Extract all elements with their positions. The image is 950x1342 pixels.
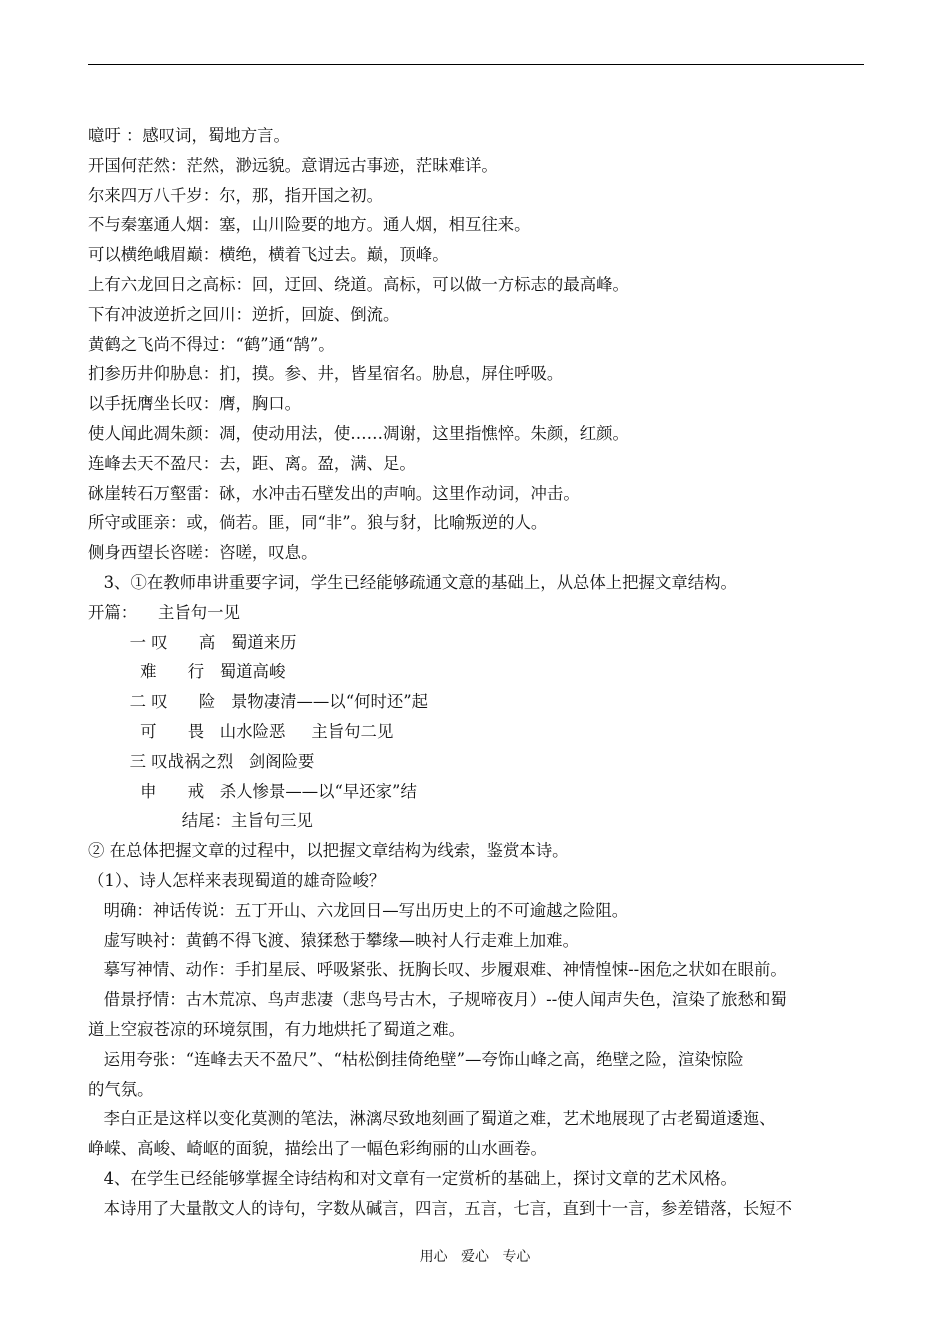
- text-line: 申 戒 杀人惨景——以“早还家”结: [88, 781, 417, 801]
- document-body: [88, 121, 864, 1223]
- text-line: 摹写神情、动作：手扪星辰、呼吸紧张、抚胸长叹、步履艰难、神情惶悚--困危之状如在眼前。: [88, 960, 787, 980]
- text-line: 所守或匪亲：或，倘若。匪，同“非”。狼与豺，比喻叛逆的人。: [88, 513, 548, 533]
- page-footer: 用心 爱心 专心: [419, 1249, 531, 1265]
- text-line: 本诗用了大量散文人的诗句，字数从碱言，四言，五言，七言，直到十一言，参差错落，长短不: [88, 1198, 793, 1218]
- text-line: 峥嵘、高峻、崎岖的面貌，描绘出了一幅色彩绚丽的山水画卷。: [88, 1139, 547, 1159]
- text-line: 侧身西望长咨嗟：咨嗟，叹息。: [88, 543, 318, 563]
- text-line: 明确：神话传说：五丁开山、六龙回日—写出历史上的不可逾越之险阻。: [88, 900, 629, 920]
- text-line: 二 叹 险 景物凄清——以“何时还”起: [88, 692, 429, 712]
- text-line: ② 在总体把握文章的过程中，以把握文章结构为线索，鉴赏本诗。: [88, 841, 569, 861]
- text-line: 尔来四万八千岁：尔，那，指开国之初。: [88, 185, 384, 205]
- text-line: 的气氛。: [88, 1079, 154, 1099]
- text-line: 可以横绝峨眉巅：横绝，横着飞过去。巅，顶峰。: [88, 245, 449, 265]
- text-line: 黄鹤之飞尚不得过：“鹤”通“鹄”。: [88, 334, 335, 354]
- text-line: 噫吁 ：感叹词，蜀地方言。: [88, 126, 290, 145]
- text-line: 可 畏 山水险恶 主旨句二见: [88, 721, 394, 741]
- text-line: 开国何茫然：茫然，渺远貌。意谓远古事迹，茫昧难详。: [88, 155, 498, 175]
- text-line: 虚写映衬：黄鹤不得飞渡、猿猱愁于攀缘—映衬人行走难上加难。: [88, 930, 579, 950]
- text-line: 连峰去天不盈尺：去，距、离。盈，满、足。: [88, 453, 416, 473]
- text-line: 使人闻此凋朱颜：凋，使动用法，使……凋谢，这里指憔悴。朱颜，红颜。: [88, 423, 629, 443]
- text-line: 下有冲波逆折之回川：逆折，回旋、倒流。: [88, 304, 400, 324]
- text-line: 扪参历井仰胁息：扪，摸。参、井，皆星宿名。胁息，屏住呼吸。: [88, 364, 564, 384]
- text-line: 以手抚膺坐长叹：膺，胸口。: [88, 394, 302, 414]
- text-line: 三 叹战祸之烈 剑阁险要: [88, 751, 315, 771]
- text-line: 难 行 蜀道高峻: [88, 662, 286, 682]
- text-line: 开篇： 主旨句一见: [88, 602, 240, 622]
- header-rule: [88, 64, 864, 65]
- text-line: 3、①在教师串讲重要字词，学生已经能够疏通文意的基础上，从总体上把握文章结构。: [88, 572, 737, 592]
- text-line: 砯崖转石万壑雷：砯，水冲击石壁发出的声响。这里作动词，冲击。: [88, 483, 580, 503]
- text-line: 李白正是这样以变化莫测的笔法，淋漓尽致地刻画了蜀道之难，艺术地展现了古老蜀道逶迤、: [88, 1109, 776, 1129]
- text-line: 借景抒情：古木荒凉、鸟声悲凄（悲鸟号古木，子规啼夜月）--使人闻声失色，渲染了旅愁和蜀: [88, 990, 787, 1010]
- text-line: 4、在学生已经能够掌握全诗结构和对文章有一定赏析的基础上，探讨文章的艺术风格。: [88, 1168, 737, 1188]
- text-line: 道上空寂苍凉的环境氛围，有力地烘托了蜀道之难。: [88, 1019, 465, 1039]
- text-line: 一 叹 高 蜀道来历: [88, 632, 297, 652]
- text-line: 不与秦塞通人烟：塞，山川险要的地方。通人烟，相互往来。: [88, 215, 531, 235]
- text-line: 上有六龙回日之高标：回，迂回、绕道。高标，可以做一方标志的最高峰。: [88, 274, 629, 294]
- text-line: （1）、诗人怎样来表现蜀道的雄奇险峻？: [88, 870, 386, 890]
- text-line: 运用夸张：“连峰去天不盈尺”、“枯松倒挂倚绝壁”—夸饰山峰之高，绝壁之险，渲染惊险: [88, 1049, 744, 1069]
- text-line: 结尾：主旨句三见: [88, 811, 313, 831]
